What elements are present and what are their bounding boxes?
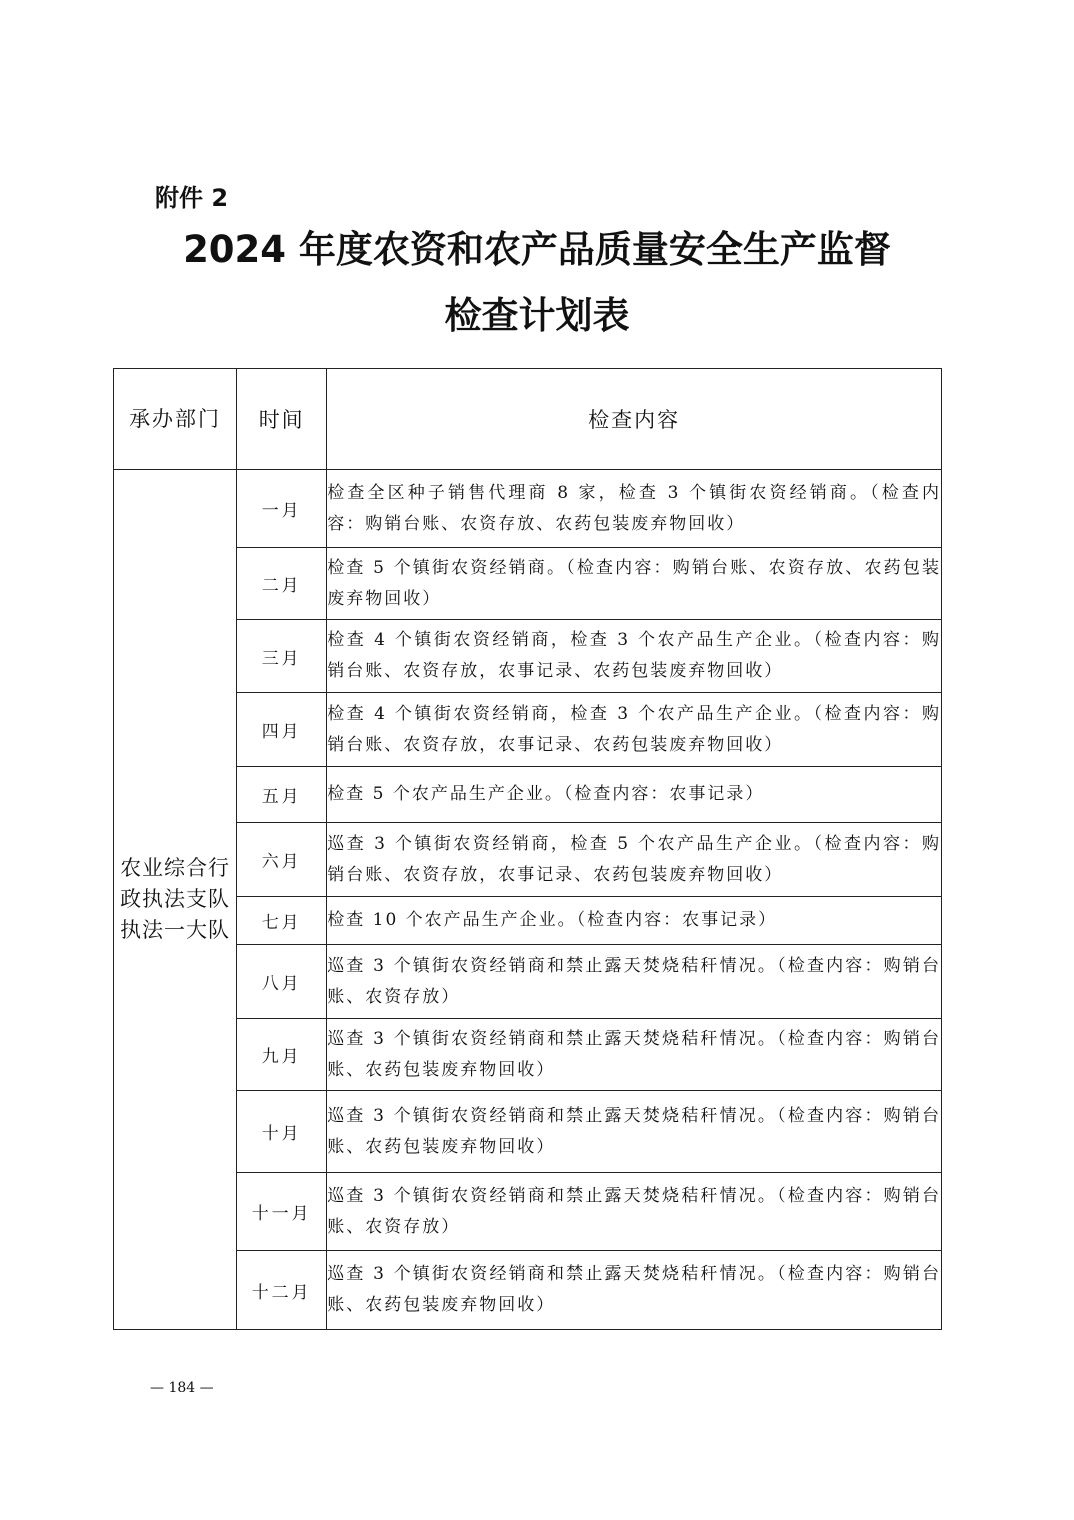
month-cell: 六月	[237, 823, 327, 897]
month-cell: 一月	[237, 470, 327, 548]
month-cell: 四月	[237, 693, 327, 767]
month-cell: 二月	[237, 548, 327, 620]
table-row	[114, 767, 942, 823]
table-row	[114, 823, 942, 897]
table-row	[114, 945, 942, 1019]
content-cell: 检查 5 个农产品生产企业。（检查内容：农事记录）	[327, 767, 942, 823]
content-cell: 巡查 3 个镇街农资经销商和禁止露天焚烧秸秆情况。（检查内容：购销台账、农药包装废弃物回收）	[327, 1251, 942, 1330]
content-cell: 巡查 3 个镇街农资经销商和禁止露天焚烧秸秆情况。（检查内容：购销台账、农药包装废弃物回收）	[327, 1091, 942, 1173]
document-title-line-2: 检查计划表	[444, 294, 630, 337]
table-row	[114, 548, 942, 620]
table-row	[114, 1091, 942, 1173]
header-content: 检查内容	[327, 369, 942, 470]
month-cell: 十二月	[237, 1251, 327, 1330]
content-cell: 检查 10 个农产品生产企业。（检查内容：农事记录）	[327, 897, 942, 945]
month-cell: 九月	[237, 1019, 327, 1091]
month-cell: 七月	[237, 897, 327, 945]
table-row	[114, 693, 942, 767]
attachment-label: 附件 2	[155, 184, 229, 212]
header-time: 时间	[237, 369, 327, 470]
document-title-line-1: 2024 年度农资和农产品质量安全生产监督	[183, 228, 891, 271]
content-cell: 巡查 3 个镇街农资经销商和禁止露天焚烧秸秆情况。（检查内容：购销台账、农药包装废弃物回收）	[327, 1019, 942, 1091]
content-cell: 检查全区种子销售代理商 8 家，检查 3 个镇街农资经销商。（检查内容：购销台账、农资存放、农药包装废弃物回收）	[327, 470, 942, 548]
table-row	[114, 620, 942, 693]
month-cell: 五月	[237, 767, 327, 823]
department-cell: 农业综合行政执法支队执法一大队	[114, 470, 237, 1330]
table-row	[114, 470, 942, 548]
table-row	[114, 1019, 942, 1091]
content-cell: 巡查 3 个镇街农资经销商和禁止露天焚烧秸秆情况。（检查内容：购销台账、农资存放）	[327, 1173, 942, 1251]
table-row	[114, 1173, 942, 1251]
content-cell: 检查 5 个镇街农资经销商。（检查内容：购销台账、农资存放、农药包装废弃物回收）	[327, 548, 942, 620]
page-number: — 184 —	[150, 1380, 214, 1396]
content-cell: 巡查 3 个镇街农资经销商，检查 5 个农产品生产企业。（检查内容：购销台账、农资存放，农事记录、农药包装废弃物回收）	[327, 823, 942, 897]
month-cell: 八月	[237, 945, 327, 1019]
content-cell: 巡查 3 个镇街农资经销商和禁止露天焚烧秸秆情况。（检查内容：购销台账、农资存放）	[327, 945, 942, 1019]
month-cell: 十一月	[237, 1173, 327, 1251]
month-cell: 三月	[237, 620, 327, 693]
content-cell: 检查 4 个镇街农资经销商，检查 3 个农产品生产企业。（检查内容：购销台账、农资存放，农事记录、农药包装废弃物回收）	[327, 693, 942, 767]
month-cell: 十月	[237, 1091, 327, 1173]
table-header-row	[114, 369, 942, 470]
header-department: 承办部门	[114, 369, 237, 470]
inspection-plan-table	[113, 368, 942, 1330]
table-row	[114, 1251, 942, 1330]
content-cell: 检查 4 个镇街农资经销商，检查 3 个农产品生产企业。（检查内容：购销台账、农资存放，农事记录、农药包装废弃物回收）	[327, 620, 942, 693]
table-row	[114, 897, 942, 945]
